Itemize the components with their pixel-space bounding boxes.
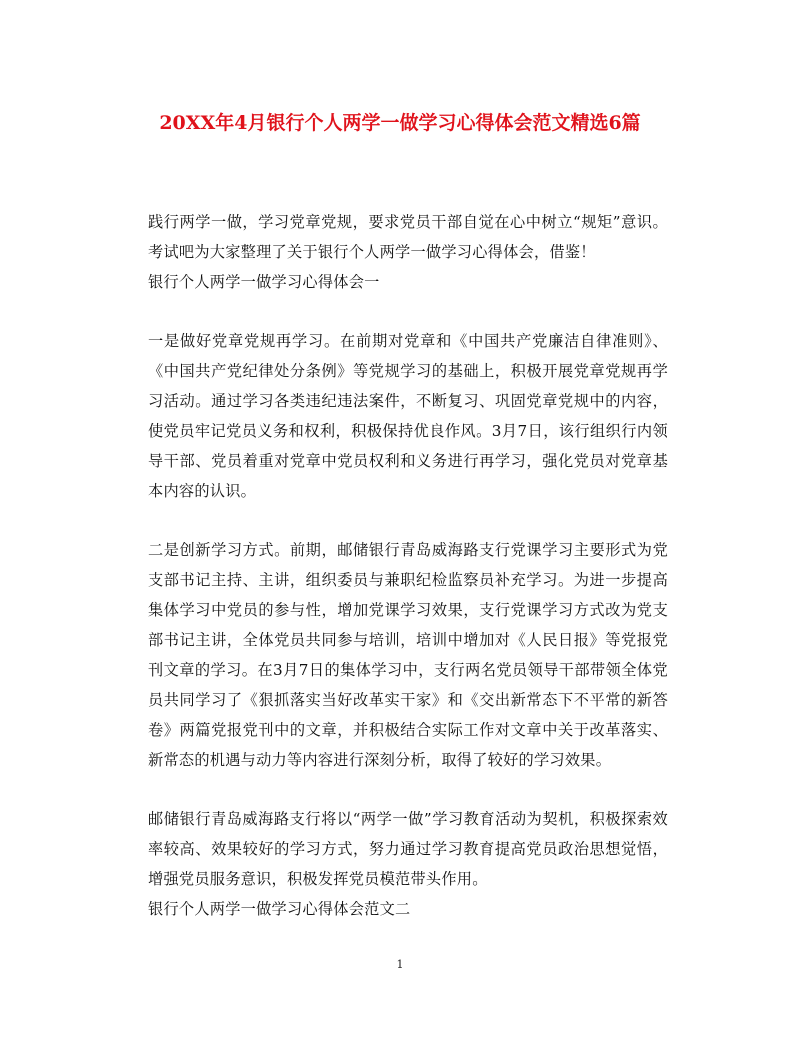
section-heading-1: 银行个人两学一做学习心得体会一 (148, 273, 380, 291)
body-paragraph-2: 二是创新学习方式。前期，邮储银行青岛威海路支行党课学习主要形式为党支部书记主持、主讲，组织委员与兼职纪检监察员补充学习。为进一步提高集体学习中党员的参与性，增加党课学习效果，支行党课学习方式改为党支部书记主讲，全体党员共同参与培训，培训中增加对《人民日报》等党报党刊文章的学习。在3月7日的集体学习中，支行两名党员领导干部带领全体党员共同学习了《狠抓落实当好改革实干家》和《交出新常态下不平常的新答卷》两篇党报党刊中的文章，并积极结合实际工作对文章中关于改革落实、新常态的机遇与动力等内容进行深刻分析，取得了较好的学习效果。 (148, 541, 668, 769)
document-title: 20XX年4月银行个人两学一做学习心得体会范文精选6篇 (159, 112, 641, 134)
paragraph-gap (148, 775, 668, 804)
paragraph-gap (148, 297, 668, 326)
section-heading-2: 银行个人两学一做学习心得体会范文二 (148, 900, 411, 918)
intro-paragraph: 践行两学一做，学习党章党规，要求党员干部自觉在心中树立“规矩”意识。考试吧为大家整理了关于银行个人两学一做学习心得体会，借鉴！ (148, 213, 668, 261)
page-number: 1 (396, 958, 404, 971)
body-paragraph-1: 一是做好党章党规再学习。在前期对党章和《中国共产党廉洁自律准则》、《中国共产党纪律处分条例》等党规学习的基础上，积极开展党章党规再学习活动。通过学习各类违纪违法案件，不断复习、巩固党章党规中的内容，使党员牢记党员义务和权利，积极保持优良作风。3月7日，该行组织行内领导干部、党员着重对党章中党员权利和义务进行再学习，强化党员对党章基本内容的认识。 (148, 332, 668, 500)
body-paragraph-3: 邮储银行青岛威海路支行将以“两学一做”学习教育活动为契机，积极探索效率较高、效果较好的学习方式，努力通过学习教育提高党员政治思想觉悟，增强党员服务意识，积极发挥党员模范带头作用。 (148, 810, 668, 888)
document-body (148, 207, 668, 924)
paragraph-gap (148, 506, 668, 535)
